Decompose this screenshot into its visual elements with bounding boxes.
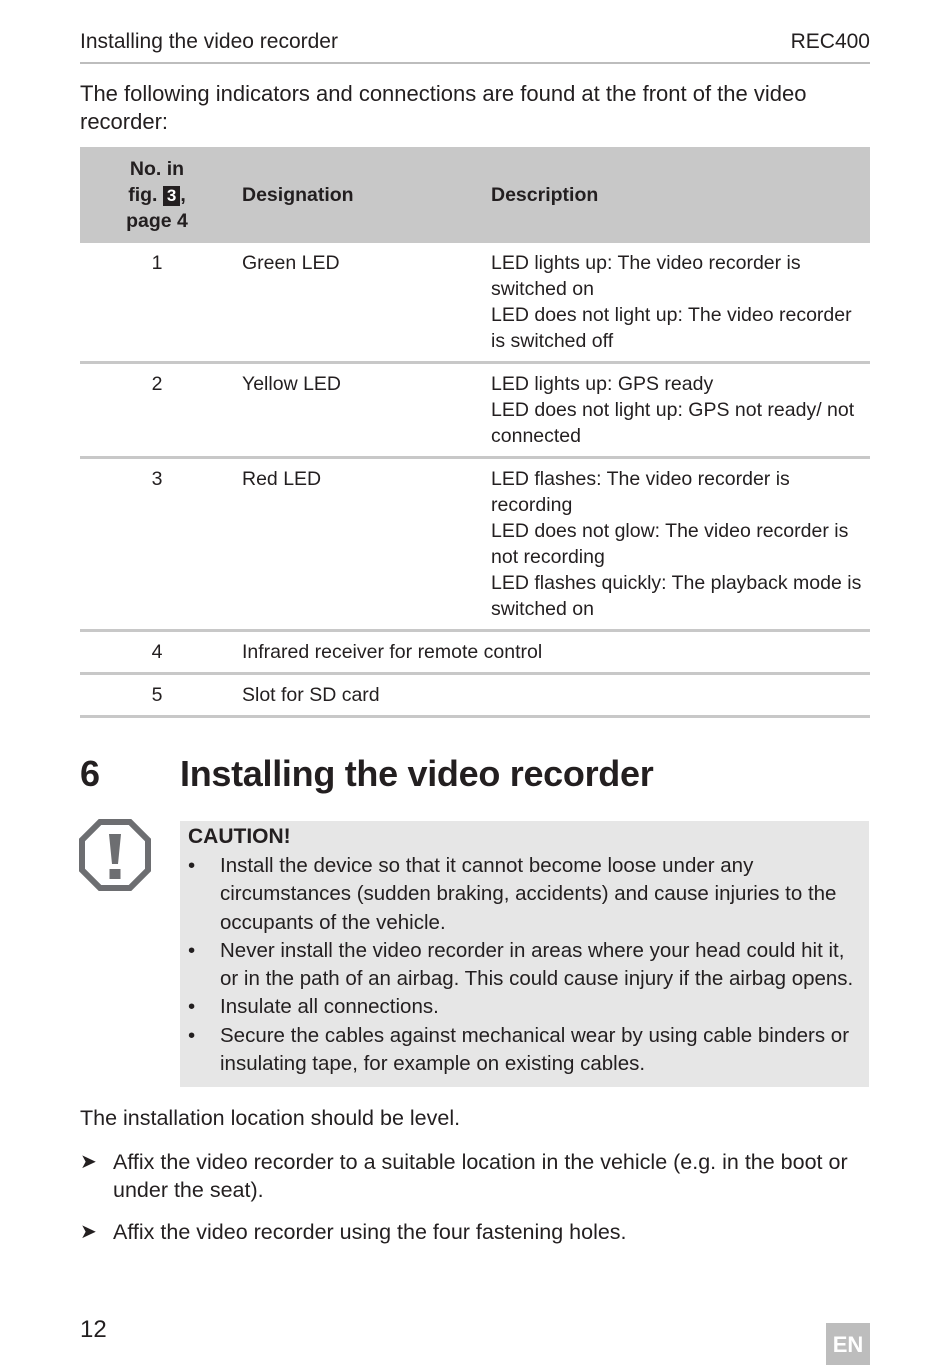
list-item: • Never install the video recorder in areas where your head could hit it, or in the path of an airbag. This could cause injury if the airbag opens.	[188, 938, 854, 991]
bullet-icon: •	[188, 938, 196, 962]
row-description: LED lights up: GPS ready LED does not light up: GPS not ready/ not connected	[491, 363, 870, 458]
column-header-designation: Designation	[234, 147, 491, 243]
row-number: 1	[80, 243, 234, 363]
caution-octagon-icon	[78, 818, 152, 892]
language-badge: EN	[826, 1323, 870, 1365]
bullet-icon: •	[188, 854, 196, 877]
table-row	[80, 674, 870, 717]
bullet-icon: •	[188, 1023, 196, 1047]
row-number: 5	[80, 674, 234, 717]
list-item: • Secure the cables against mechanical wear by using cable binders or insulating tape, for example on existing cables.	[188, 1023, 850, 1076]
arrow-right-icon: ➤	[80, 1221, 97, 1243]
row-number: 3	[80, 458, 234, 631]
column-header-number: No. in fig. 3 , page 4	[80, 147, 234, 243]
body-paragraph: The installation location should be level.	[80, 1106, 461, 1130]
page-header	[80, 30, 870, 64]
section-title: Installing the video recorder	[180, 753, 654, 794]
header-model: REC400	[790, 30, 870, 53]
instruction-step: ➤ Affix the video recorder to a suitable location in the vehicle (e.g. in the boot or under the seat).	[80, 1150, 848, 1202]
row-description: LED lights up: The video recorder is switched on LED does not light up: The video recorder is switched off	[491, 243, 870, 363]
row-designation: Yellow LED	[234, 363, 491, 458]
caution-title: CAUTION!	[188, 825, 291, 848]
list-item: • Install the device so that it cannot become loose under any circumstances (sudden braking, accidents) and cause injuries to the occupants of the vehicle.	[188, 854, 837, 934]
row-designation: Red LED	[234, 458, 491, 631]
intro-paragraph: The following indicators and connections are found at the front of the video recorder:	[80, 81, 807, 134]
indicator-table	[80, 147, 870, 718]
page-number: 12	[80, 1316, 107, 1343]
table-row	[80, 458, 870, 631]
row-designation: Slot for SD card	[234, 674, 870, 717]
section-number: 6	[80, 753, 101, 794]
row-designation: Green LED	[234, 243, 491, 363]
table-row	[80, 631, 870, 674]
row-description: LED flashes: The video recorder is recording LED does not glow: The video recorder is not recording LED flashes quickly: The playback mode is switched on	[491, 458, 870, 631]
caution-box	[180, 821, 869, 1087]
list-item: • Insulate all connections.	[188, 993, 864, 1021]
arrow-right-icon: ➤	[80, 1151, 97, 1173]
table-row	[80, 243, 870, 363]
row-number: 2	[80, 363, 234, 458]
row-number: 4	[80, 631, 234, 674]
header-section-title: Installing the video recorder	[80, 30, 338, 53]
row-designation: Infrared receiver for remote control	[234, 631, 870, 674]
instruction-step: ➤ Affix the video recorder using the four fastening holes.	[80, 1220, 627, 1244]
table-row	[80, 363, 870, 458]
column-header-description: Description	[491, 147, 870, 243]
bullet-icon: •	[188, 995, 196, 1019]
table-header-row	[80, 147, 870, 243]
figure-number-badge: 3	[163, 186, 180, 206]
caution-list	[188, 852, 864, 1078]
